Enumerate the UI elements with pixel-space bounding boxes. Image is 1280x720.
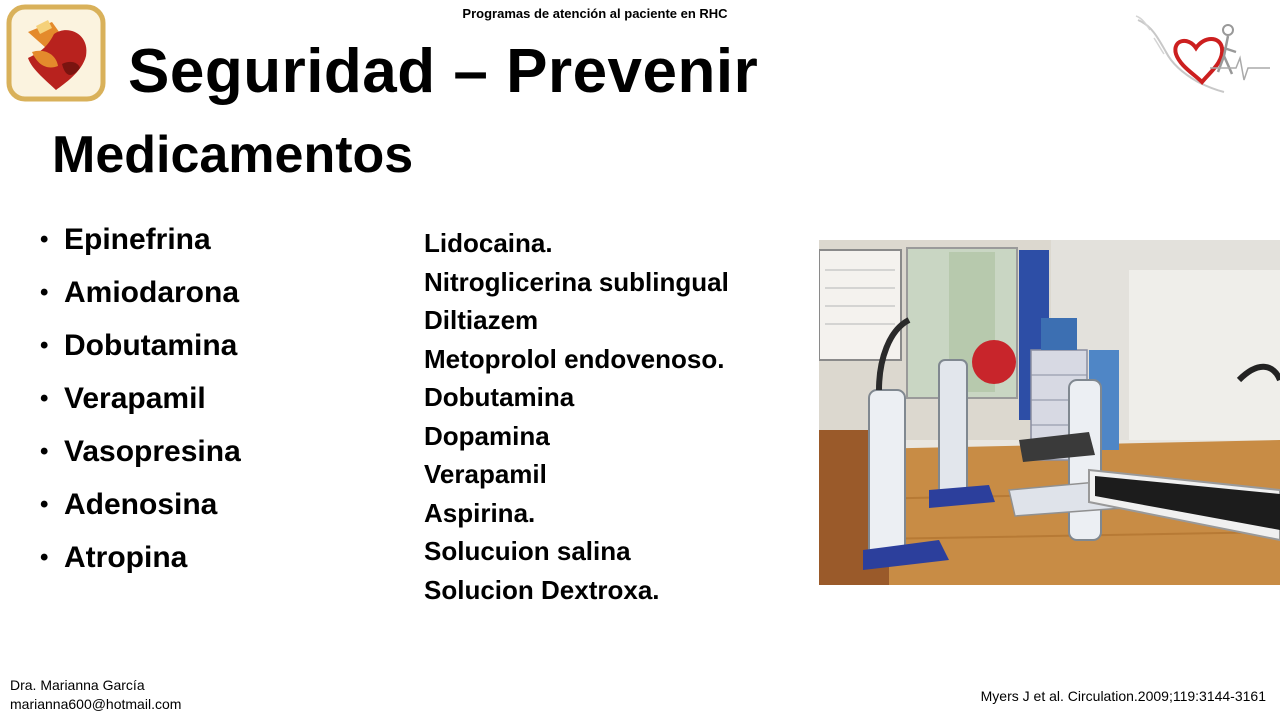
author-email: marianna600@hotmail.com: [10, 696, 182, 712]
author-name: Dra. Marianna García: [10, 677, 145, 693]
list-item: Lidocaina.: [424, 228, 553, 258]
medication-list-primary: [40, 220, 241, 591]
list-item: Solucion Dextroxa.: [424, 574, 660, 605]
medication-list-secondary: [424, 226, 729, 611]
header-note: Programas de atención al paciente en RHC: [462, 6, 728, 21]
rehab-room-photo: [819, 240, 1280, 585]
list-item: Solucuion salina: [424, 536, 631, 566]
list-item: Dopamina: [424, 420, 550, 451]
list-item: Diltiazem: [424, 305, 539, 335]
list-item: Verapamil: [424, 459, 547, 489]
footer-citation: Myers J et al. Circulation.2009;119:3144-3161: [980, 688, 1266, 704]
list-item: • Epinefrina: [40, 220, 241, 273]
page-title: Seguridad – Prevenir: [128, 37, 759, 106]
list-item: • Dobutamina: [40, 326, 241, 379]
footer-author: [10, 676, 181, 714]
page-subtitle: Medicamentos: [52, 126, 414, 184]
heart-logo-icon: [6, 4, 106, 102]
list-item: • Amiodarona: [40, 273, 241, 326]
list-item: Nitroglicerina sublingual: [424, 266, 729, 297]
heart-map-logo-icon: [1132, 8, 1274, 100]
list-item: • Vasopresina: [40, 432, 241, 485]
list-item: • Adenosina: [40, 485, 241, 538]
list-item: Dobutamina: [424, 382, 575, 412]
list-item: Metoprolol endovenoso.: [424, 343, 725, 374]
list-item: • Atropina: [40, 538, 241, 591]
list-item: • Verapamil: [40, 379, 241, 432]
list-item: Aspirina.: [424, 497, 536, 528]
